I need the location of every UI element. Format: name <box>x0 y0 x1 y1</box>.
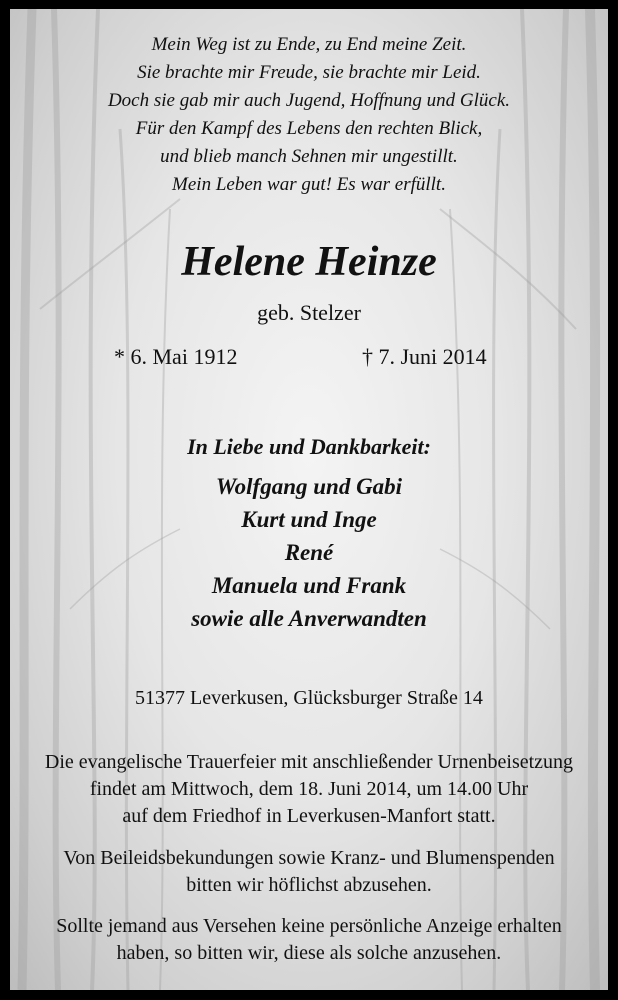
birth-name: geb. Stelzer <box>257 300 361 325</box>
notice-line: auf dem Friedhof in Leverkusen-Manfort statt. <box>122 805 496 827</box>
donation-notice <box>10 845 608 899</box>
poem-line: Mein Leben war gut! Es war erfüllt. <box>172 174 446 195</box>
notice-line: Sollte jemand aus Versehen keine persönliche Anzeige erhalten <box>56 915 562 937</box>
poem-line: Sie brachte mir Freude, sie brachte mir Leid. <box>137 62 481 83</box>
poem-line: Für den Kampf des Lebens den rechten Blick, <box>135 118 483 139</box>
notice-line: Die evangelische Trauerfeier mit anschließender Urnenbeisetzung <box>44 751 574 773</box>
funeral-notice <box>10 749 608 830</box>
obituary-card <box>10 9 608 990</box>
mourner-name: sowie alle Anverwandten <box>191 606 427 631</box>
mourner-name: Kurt und Inge <box>241 507 377 532</box>
poem <box>10 31 608 199</box>
mourner-name: René <box>284 540 334 565</box>
notice-line: haben, so bitten wir, diese als solche anzusehen. <box>116 942 502 964</box>
death-date: † 7. Juni 2014 <box>362 344 487 369</box>
poem-line: und blieb manch Sehnen mir ungestillt. <box>160 146 458 167</box>
mourners-list <box>10 470 608 635</box>
poem-line: Doch sie gab mir auch Jugend, Hoffnung und Glück. <box>107 90 511 111</box>
mourner-name: Wolfgang und Gabi <box>215 474 403 499</box>
deceased-name: Helene Heinze <box>181 239 437 285</box>
birth-date: * 6. Mai 1912 <box>114 344 238 369</box>
notice-line: bitten wir höflichst abzusehen. <box>186 874 432 896</box>
notice-line: Von Beileidsbekundungen sowie Kranz- und Blumenspenden <box>63 847 555 869</box>
poem-line: Mein Weg ist zu Ende, zu End meine Zeit. <box>151 34 467 55</box>
family-address: 51377 Leverkusen, Glücksburger Straße 14 <box>135 687 483 709</box>
notice-line: findet am Mittwoch, dem 18. Juni 2014, um 14.00 Uhr <box>89 778 529 800</box>
mourner-name: Manuela und Frank <box>211 573 407 598</box>
missed-notice <box>10 913 608 967</box>
mourners-heading: In Liebe und Dankbarkeit: <box>187 434 431 459</box>
